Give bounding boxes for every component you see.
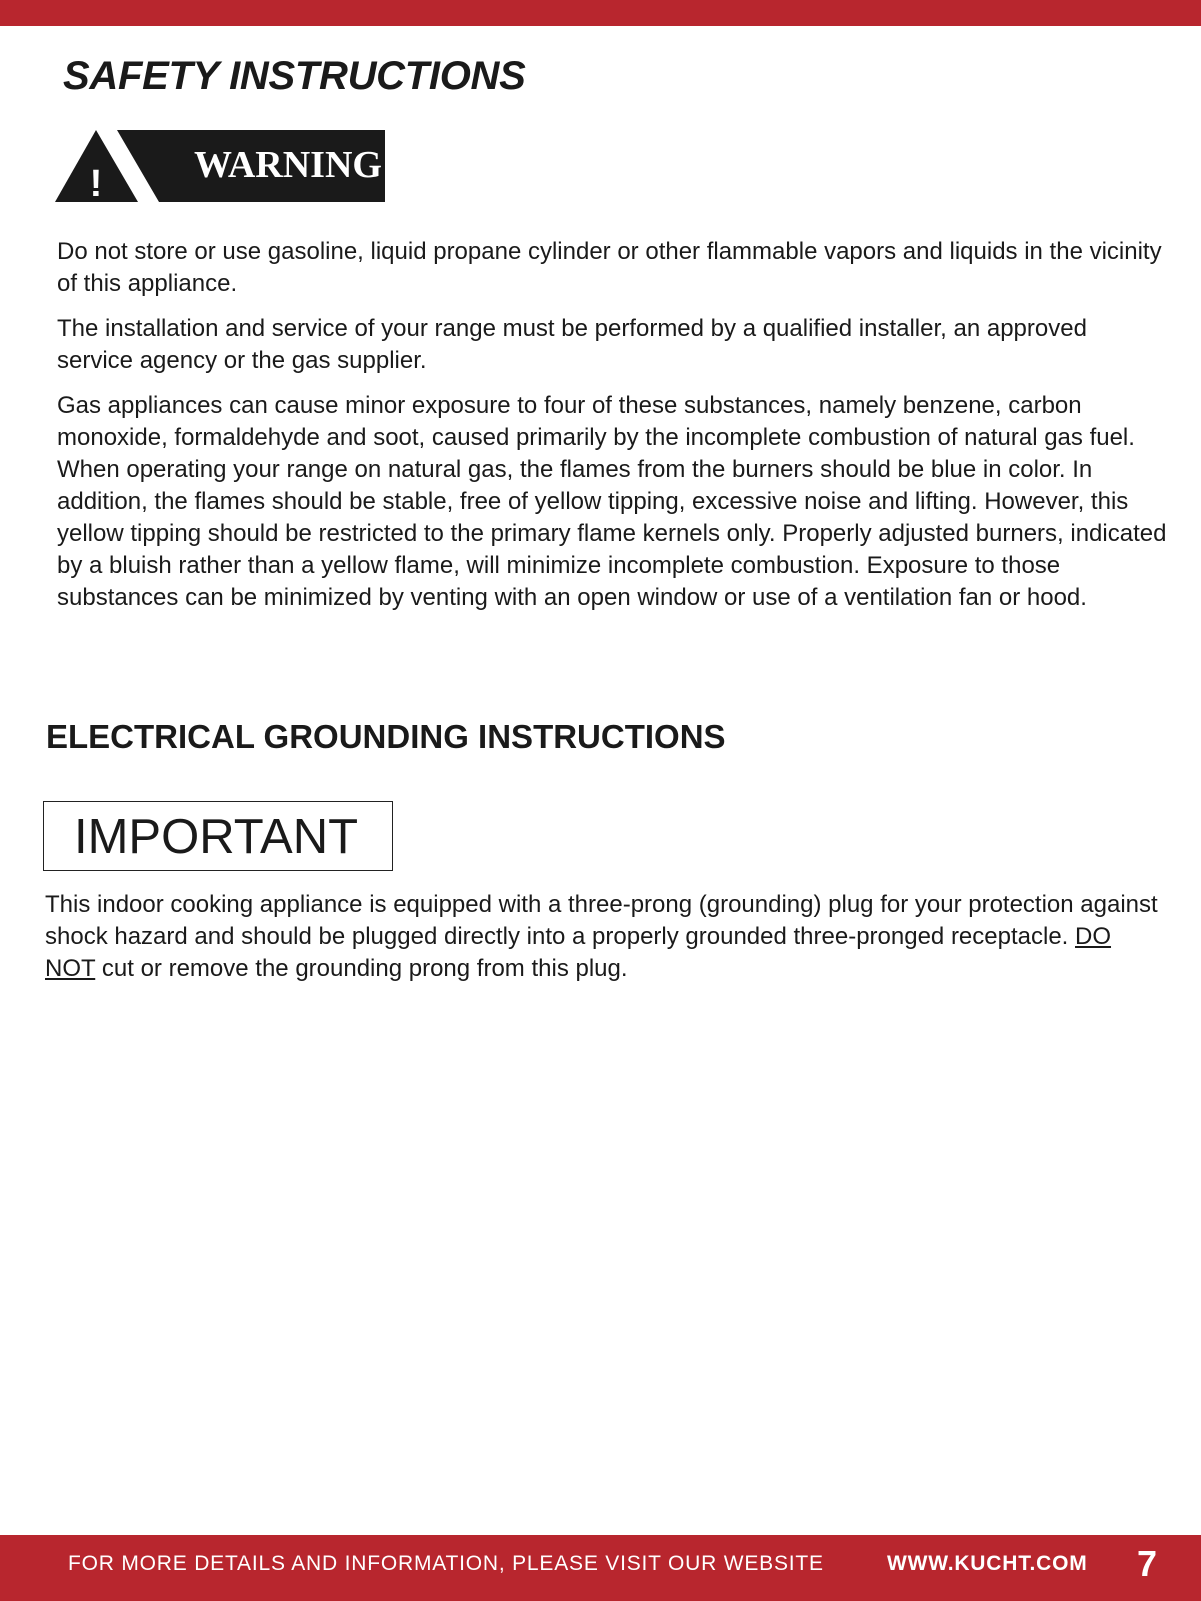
grounding-text-end: cut or remove the grounding prong from this plug. bbox=[95, 955, 628, 982]
warning-badge bbox=[55, 128, 385, 204]
safety-paragraph: The installation and service of your range must be performed by a qualified installer, an approved service agency or the gas supplier. bbox=[57, 315, 1087, 374]
safety-paragraph: Do not store or use gasoline, liquid propane cylinder or other flammable vapors and liquids in the vicinity of this appliance. bbox=[57, 238, 1162, 297]
safety-instructions-heading: SAFETY INSTRUCTIONS bbox=[63, 54, 526, 98]
website-url: WWW.KUCHT.COM bbox=[887, 1552, 1088, 1575]
warning-label: WARNING bbox=[194, 144, 382, 186]
grounding-paragraph bbox=[45, 889, 1165, 985]
do-not-emphasis: DO NOT bbox=[45, 923, 1112, 982]
safety-paragraph: Gas appliances can cause minor exposure to four of these substances, namely benzene, carbon monoxide, formaldehyde and soot, caused primarily by the incomplete combustion of natural gas fuel. When operating your range on natural gas, the flames from the burners should be blue in color. In addition, the flames should be stable, free of yellow tipping, excessive noise and lifting. However, this yellow tipping should be restricted to the primary flame kernels only. Properly adjusted burners, indicated by a bluish rather than a yellow flame, will minimize incomplete combustion. Exposure to those substances can be minimized by venting with an open window or use of a ventilation fan or hood. bbox=[57, 392, 1167, 611]
warning-exclamation: ! bbox=[89, 163, 103, 204]
important-notice-box bbox=[43, 801, 393, 871]
footer-text: FOR MORE DETAILS AND INFORMATION, PLEASE VISIT OUR WEBSITE bbox=[68, 1552, 824, 1575]
grounding-text-start: This indoor cooking appliance is equipped with a three-prong (grounding) plug for your protection against shock hazard and should be plugged directly into a properly grounded three-pronged receptacle. bbox=[45, 891, 1158, 950]
electrical-grounding-heading: ELECTRICAL GROUNDING INSTRUCTIONS bbox=[46, 718, 726, 755]
top-banner bbox=[0, 0, 1201, 26]
important-label: IMPORTANT bbox=[74, 810, 359, 864]
page-number: 7 bbox=[1137, 1543, 1158, 1584]
